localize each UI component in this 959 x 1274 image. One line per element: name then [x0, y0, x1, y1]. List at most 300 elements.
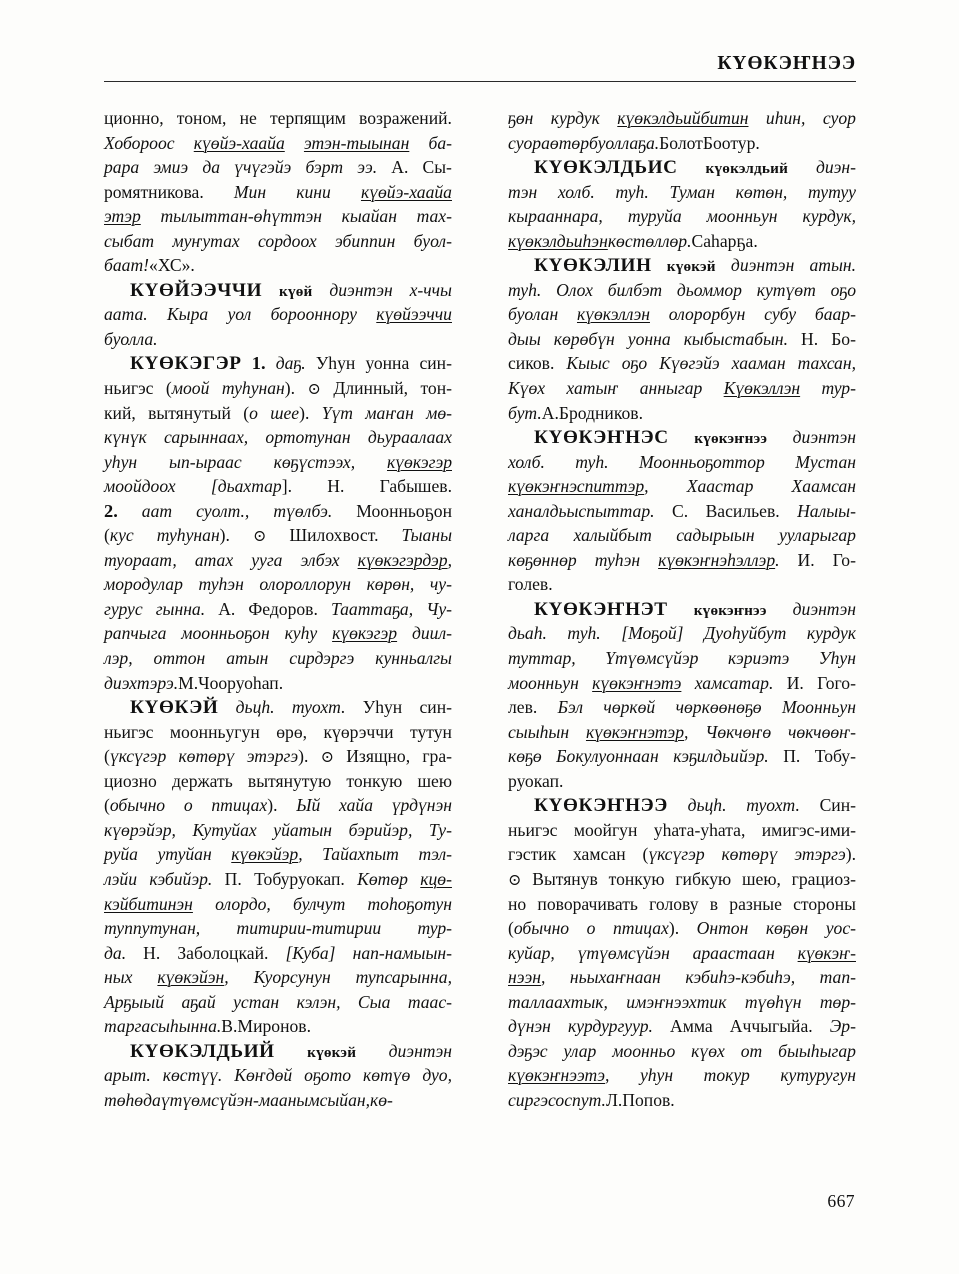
word: курдук, [802, 206, 856, 227]
word: хамсатар. [694, 672, 774, 693]
word: Федоров. [248, 598, 318, 619]
word: гурус [104, 598, 143, 619]
word: оттон [153, 648, 206, 669]
word: КҮӨКЭЙ [130, 697, 219, 719]
paragraph-continuation [104, 108, 452, 280]
word: диэнтэн [730, 255, 795, 276]
text-line [508, 427, 856, 452]
word: күөкэҥнэтэр, [585, 721, 689, 742]
word: уһун [639, 1065, 674, 1086]
text-line [104, 525, 452, 550]
word: чөркөөнөҕө [675, 697, 762, 718]
word: атын [226, 648, 269, 669]
word: сиков. [508, 353, 555, 374]
word: уһата-уһата, [653, 819, 746, 840]
paragraph-continuation [508, 108, 856, 157]
word: көтөн, [735, 181, 788, 202]
text-line [508, 894, 856, 919]
text-line [508, 918, 856, 943]
word: гибкую [675, 868, 732, 889]
word: И. [797, 549, 815, 570]
word: кө- [370, 1089, 393, 1110]
word: Мин [233, 181, 267, 202]
word: тэл- [418, 844, 452, 865]
word: моонньун [508, 672, 579, 693]
word: ньигэс [104, 721, 154, 742]
word: күөкэҥнэспиттэр, [508, 476, 649, 497]
word: булчут [292, 893, 346, 914]
word: ⊙ [307, 381, 321, 399]
word: тупсарынна, [355, 967, 452, 988]
word: В. [221, 1016, 238, 1037]
word: аата. [104, 304, 148, 325]
running-head-rule [104, 81, 856, 82]
word: түөлбэ. [273, 500, 333, 521]
word: Вытянув [532, 868, 598, 889]
word: птицах). [612, 918, 680, 939]
word: моонньугун [169, 721, 260, 742]
running-head [104, 52, 856, 86]
dictionary-entry [104, 353, 452, 697]
word: Көҥдөй [234, 1065, 293, 1086]
word: КҮӨКЭҤНЭС [534, 427, 669, 449]
word: тарга [104, 1016, 151, 1037]
word: циозно [104, 770, 157, 791]
text-line [508, 206, 856, 231]
word: улар [563, 1040, 597, 1061]
text-line [104, 403, 452, 428]
word: лев. [508, 697, 538, 718]
word: Уһун [818, 648, 856, 669]
word: күөйэ-хаайа [193, 132, 285, 153]
word: возражений. [359, 108, 452, 128]
word: моойдоох [104, 476, 176, 497]
text-line [104, 722, 452, 747]
word: Сы- [422, 157, 452, 178]
text-line [104, 353, 452, 378]
word: кини [296, 181, 331, 202]
word: Олох [556, 279, 593, 300]
word: 1. [251, 353, 266, 374]
word: терпящим [269, 108, 346, 128]
text-line [508, 795, 856, 820]
word: нап-намыын- [352, 942, 452, 963]
text-line [508, 329, 856, 354]
word: Бокулуоннаан [556, 746, 659, 767]
word: таллаахтык, [508, 991, 608, 1012]
text-line [104, 452, 452, 477]
page-number: 667 [827, 1191, 855, 1211]
word: төр- [819, 991, 856, 1012]
word: дьаһ. [508, 623, 547, 644]
word: Боотур. [702, 132, 760, 153]
text-line [104, 501, 452, 526]
text-line [508, 844, 856, 869]
word: Н. [143, 942, 161, 963]
word: баат! [104, 255, 150, 276]
word: үчүгэйэ [234, 157, 292, 178]
word: Васильев. [705, 500, 780, 521]
word: Куорсунун [253, 967, 331, 988]
word: күөкэйэр, [231, 844, 303, 865]
word: М. [178, 672, 199, 693]
text-line [104, 943, 452, 968]
word: көҕөн [765, 918, 809, 939]
word: руокап. [508, 770, 564, 791]
word: ээ. [357, 157, 378, 178]
word: көтөрү [721, 844, 778, 865]
word: туһунан). [221, 378, 296, 399]
dictionary-entry [508, 795, 856, 1114]
text-line [508, 722, 856, 747]
word: этэргэ). [246, 746, 309, 767]
word: тоном, [176, 108, 227, 128]
word: күөкэҥнээ [694, 430, 768, 448]
word: гынна. [155, 598, 206, 619]
word: бэрт [305, 157, 344, 178]
text-line [104, 894, 452, 919]
text-line [508, 157, 856, 182]
word: күөкэлдьийбитин [617, 108, 749, 128]
word: уһун [104, 451, 138, 472]
word: Ту- [428, 819, 452, 840]
word: ционно, [104, 108, 164, 128]
word: туттар, [508, 648, 576, 669]
word: тонкую [346, 770, 403, 791]
word: мородулар [104, 574, 183, 595]
word: уол [227, 304, 252, 325]
text-line [104, 206, 452, 231]
word: тоһоҕотун [367, 893, 452, 914]
word: руйа [104, 844, 138, 865]
word: титирии-титирии [236, 918, 382, 939]
text-line [508, 353, 856, 378]
word: күөйэ-хаайа [360, 181, 452, 202]
word: баар- [814, 304, 856, 325]
text-line [508, 697, 856, 722]
word: дыы [508, 328, 541, 349]
word: диэнтэн [388, 1040, 452, 1061]
word: күөкэҥ- [797, 942, 856, 963]
word: этэргэ). [794, 844, 856, 865]
dictionary-entry [508, 157, 856, 255]
word: Тыаны [401, 525, 452, 546]
text-line [508, 1016, 856, 1041]
text-line [104, 1016, 452, 1041]
word: кэбийэр. [149, 868, 213, 889]
word: күөкэлдьий [705, 160, 789, 178]
text-line [508, 280, 856, 305]
word: Амма [670, 1016, 713, 1037]
word: быыһыгар [778, 1040, 856, 1061]
word: Саһарҕа. [691, 230, 758, 251]
word: КҮӨКЭЛИН [534, 255, 652, 277]
word: П. [224, 868, 242, 889]
text-line [104, 1041, 452, 1066]
word: билбэт [607, 279, 663, 300]
word: туһ. [567, 623, 601, 644]
word: уйатын [273, 819, 333, 840]
word: Эр- [829, 1016, 856, 1037]
word: хайа [339, 795, 374, 816]
word: күөй [279, 282, 313, 300]
word: көҕө [508, 746, 542, 767]
word: туохт. [746, 795, 800, 816]
word: кыбыстабын. [683, 328, 789, 349]
word: ⊙ [252, 528, 267, 546]
word: буол- [413, 230, 452, 251]
word: Чооруоһап. [198, 672, 284, 693]
word: х-ччы [409, 279, 452, 300]
word: Үүт [321, 402, 353, 423]
text-line [508, 476, 856, 501]
word: күөкэлдьиһэн [508, 230, 608, 251]
word: тон- [420, 378, 452, 399]
word: элбэх [300, 549, 340, 570]
word: диэнтэн [792, 427, 856, 448]
text-line [508, 820, 856, 845]
text-line [508, 967, 856, 992]
word: [Куба] [285, 942, 336, 963]
word: Хаастар [686, 476, 754, 497]
word: күөх [691, 1040, 725, 1061]
word: ҕөн [508, 108, 534, 128]
word: диэнтэн [792, 598, 856, 619]
text-line [508, 231, 856, 256]
word: күнүк [104, 427, 147, 448]
word: көстөллөр. [607, 230, 692, 251]
word: разные [729, 893, 782, 914]
word: сыбат [104, 230, 155, 251]
word: ортотунан [265, 427, 351, 448]
text-line [508, 746, 856, 771]
text-line [508, 943, 856, 968]
word: туһэн [594, 549, 641, 570]
word: диэнтэн [329, 279, 393, 300]
dictionary-entry [508, 427, 856, 599]
word: [Моҕой] [621, 623, 684, 644]
word: И. [786, 672, 804, 693]
word: да [202, 157, 221, 178]
word: арыт. [104, 1065, 151, 1086]
word: тахсан, [797, 353, 856, 374]
word: Күөгэйэ [659, 353, 720, 374]
text-line [508, 1041, 856, 1066]
word: лэр, [104, 648, 133, 669]
word: анныгар [639, 378, 703, 399]
word: кыайан [341, 206, 397, 227]
text-line [104, 182, 452, 207]
word: грациоз- [791, 868, 856, 889]
word: о [183, 795, 193, 816]
word: туппутунан, [104, 918, 201, 939]
word: сарыннаах, [164, 427, 249, 448]
word: Бо- [831, 328, 856, 349]
text-line [104, 599, 452, 624]
word: атын. [809, 255, 856, 276]
word: [дьахтар]. [210, 476, 292, 497]
word: диэхтэрэ. [104, 672, 179, 693]
word: туохт. [291, 697, 346, 718]
word: стороны [793, 893, 856, 914]
text-line [508, 255, 856, 280]
dictionary-entry [104, 1041, 452, 1115]
text-line [508, 525, 856, 550]
word: Күөкэллэн [723, 378, 801, 399]
word: этэн-тыынан [303, 132, 410, 153]
word: күөкэгэр [387, 451, 452, 472]
word: Длинный, [333, 378, 409, 399]
word: ба- [428, 132, 452, 153]
word: күөкэйэн, [157, 967, 229, 988]
word: Онтон [696, 918, 749, 939]
word: син- [419, 353, 452, 374]
word: олорорбун [668, 304, 746, 325]
word: Тааттаҕа, [330, 598, 414, 619]
word: Ый [296, 795, 321, 816]
word: суор [822, 108, 856, 128]
word: диэн- [815, 157, 856, 178]
word: төһө [104, 1089, 144, 1110]
word: А. [218, 598, 236, 619]
word: тонкую [608, 868, 665, 889]
word: күөйээччи [376, 304, 452, 325]
word: Уһун [315, 353, 356, 374]
word: Кутуйах [192, 819, 257, 840]
word: Чөкчөҥө [705, 721, 772, 742]
text-line [508, 133, 856, 158]
text-line [508, 869, 856, 894]
word: Моонньун [781, 697, 856, 718]
word: дүнэн [508, 1016, 551, 1037]
word: көҕүстээх, [273, 451, 356, 472]
word: бут. [508, 402, 542, 423]
word: бэрийэр, [348, 819, 413, 840]
word: Моонньоҕон [356, 500, 452, 521]
word: Көтөр [357, 868, 408, 889]
word: курдук [806, 623, 856, 644]
text-line [508, 304, 856, 329]
text-line [104, 967, 452, 992]
word: Заболоцкай. [177, 942, 269, 963]
word: күөкэй [307, 1043, 357, 1061]
word: туһ. [508, 279, 542, 300]
word: Тайахпыт [322, 844, 399, 865]
word: субу [764, 304, 797, 325]
text-line [104, 771, 452, 796]
word: этэр [104, 206, 141, 227]
text-line [508, 599, 856, 624]
word: моонньоҕон [181, 623, 270, 644]
word: (үксүгэр [642, 844, 705, 865]
text-line [104, 231, 452, 256]
word: дьоммор [676, 279, 742, 300]
word: рапчыга [104, 623, 167, 644]
word: көтүө [363, 1065, 411, 1086]
word: оҕо [621, 353, 648, 374]
word: уонна [365, 353, 410, 374]
word: даҕ. [275, 353, 306, 374]
text-line [104, 918, 452, 943]
text-line [104, 746, 452, 771]
word: кий, [104, 402, 136, 423]
text-line [508, 108, 856, 133]
word: КҮӨЙЭЭЧЧИ [130, 279, 263, 301]
word: кунньалгы [375, 648, 452, 669]
word: туһ. [615, 181, 649, 202]
word: вытянутую [247, 770, 332, 791]
word: Үтүөмсүйэр [605, 648, 699, 669]
word: уос- [825, 918, 856, 939]
word: кэлэн, [296, 991, 341, 1012]
word: Тобу- [814, 746, 856, 767]
word: чу- [429, 574, 452, 595]
word: устан [233, 991, 280, 1012]
word: садырыын [676, 525, 755, 546]
word: моойгун [573, 819, 638, 840]
word: маҥан [365, 402, 414, 423]
dictionary-entry [508, 599, 856, 795]
running-head-title: КҮӨКЭҤНЭЭ [717, 53, 856, 74]
word: Хобороос [104, 132, 175, 153]
word: тутун [410, 721, 452, 742]
word: гэстик [508, 844, 557, 865]
word: араастаан [692, 942, 775, 963]
word: имэҥнээхтик [626, 991, 727, 1012]
text-line [104, 820, 452, 845]
word: ньигэс [104, 378, 154, 399]
word: рара [104, 157, 140, 178]
word: тап- [819, 967, 856, 988]
word: Моонньоҕоттор [638, 451, 765, 472]
word: КҮӨКЭЛДЬИС [534, 157, 678, 179]
word: холб. [557, 181, 595, 202]
text-line [104, 378, 452, 403]
word: Н. [327, 476, 345, 497]
word: диил- [411, 623, 452, 644]
word: Н. [801, 328, 819, 349]
word: көтөрү [178, 746, 235, 767]
word: хатыҥ [566, 378, 619, 399]
word: Хаамсан [791, 476, 856, 497]
word: оҕо [830, 279, 856, 300]
word: от [740, 1040, 763, 1061]
dictionary-entry [104, 280, 452, 354]
text-line [508, 378, 856, 403]
text-line [104, 255, 452, 280]
word: курдургуур. [568, 1016, 653, 1037]
word: кэбиһэ-кэбиһэ, [685, 967, 796, 988]
text-line [104, 844, 452, 869]
word: Син- [819, 795, 856, 816]
word: вытянутый [148, 402, 231, 423]
word: ньыхаҥнаан [569, 967, 661, 988]
word: куйар, [508, 942, 555, 963]
word: Сыа [357, 991, 391, 1012]
word: син- [419, 697, 452, 718]
word: тур- [821, 378, 856, 399]
word: сирдэргэ [289, 648, 355, 669]
word: Кыыс [566, 353, 610, 374]
text-line [104, 304, 452, 329]
text-line [104, 280, 452, 305]
word: Миронов. [237, 1016, 311, 1037]
word: күөкэгэрдэр, [357, 549, 452, 570]
word: уонна [627, 328, 671, 349]
word: чөркөй [603, 697, 656, 718]
word: ып-ыраас [169, 451, 242, 472]
text-line [104, 476, 452, 501]
